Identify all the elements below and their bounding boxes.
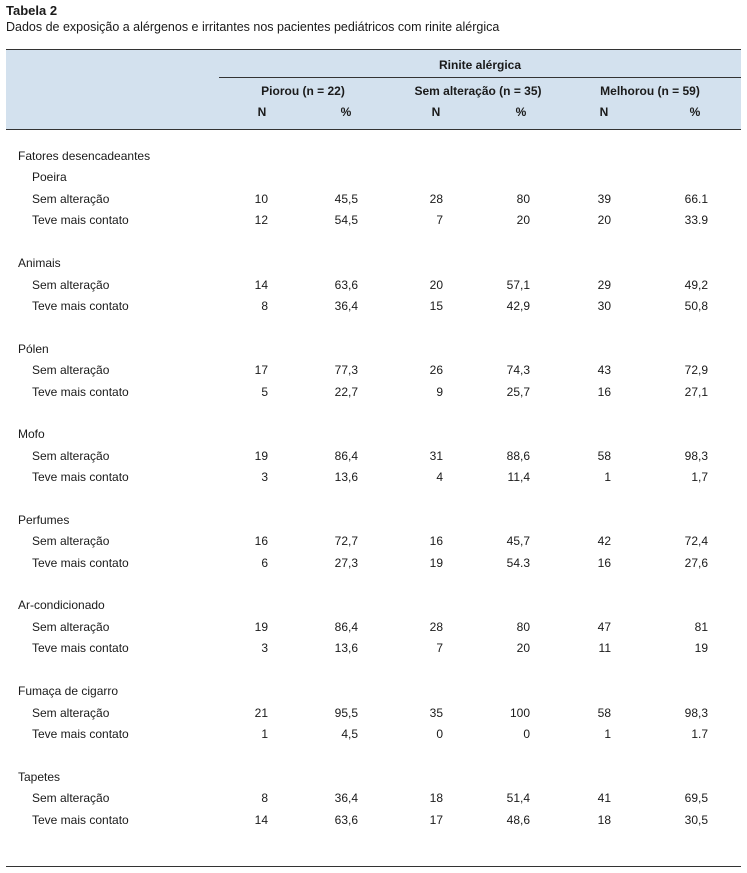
- row-label: Teve mais contato: [32, 299, 129, 313]
- group-name: Ar-condicionado: [18, 598, 105, 613]
- table-cell: 13,6: [334, 641, 358, 656]
- table-cell: 58: [597, 705, 611, 720]
- table-cell: 80: [516, 619, 530, 634]
- table-cell: 98,3: [684, 448, 708, 463]
- table-cell: 10: [254, 191, 268, 206]
- subheader-n-piorou: N: [257, 105, 267, 119]
- table-cell: 5: [261, 384, 268, 399]
- table-cell: 41: [597, 791, 611, 806]
- header-bottom-rule: [6, 129, 741, 130]
- table-cell: 42: [597, 534, 611, 549]
- row-label: Sem alteração: [32, 363, 110, 378]
- table-cell: 16: [597, 555, 611, 570]
- subheader-pct-sem-alteracao: %: [515, 105, 527, 119]
- table-cell: 72,9: [684, 363, 708, 378]
- table-cell: 17: [429, 812, 443, 827]
- table-cell: 42,9: [506, 299, 530, 313]
- row-label: Sem alteração: [32, 448, 110, 463]
- table-cell: 27,3: [334, 555, 358, 570]
- table-cell: 7: [436, 213, 443, 227]
- table-cell: 6: [261, 555, 268, 570]
- table-cell: 33.9: [684, 213, 708, 227]
- table-cell: 13,6: [334, 470, 358, 485]
- col-header-sem-alteracao: Sem alteração (n = 35): [414, 84, 542, 98]
- row-label: Teve mais contato: [32, 641, 129, 656]
- table-cell: 31: [429, 448, 443, 463]
- table-cell: 26: [429, 363, 443, 378]
- table-cell: 8: [261, 791, 268, 806]
- table-cell: 72,4: [684, 534, 708, 549]
- table-cell: 57,1: [506, 277, 530, 292]
- subheader-pct-piorou: %: [340, 105, 352, 119]
- table-cell: 14: [254, 277, 268, 292]
- table-cell: 4,5: [341, 727, 358, 741]
- table-cell: 1.7: [691, 727, 708, 741]
- table-cell: 1: [604, 470, 611, 485]
- table-cell: 18: [597, 812, 611, 827]
- table-cell: 86,4: [334, 448, 358, 463]
- group-name: Fumaça de cigarro: [18, 684, 119, 698]
- table-cell: 77,3: [334, 363, 358, 378]
- table-cell: 39: [597, 191, 611, 206]
- table-cell: 18: [429, 791, 443, 806]
- group-header-rule: [219, 77, 741, 78]
- table-cell: 16: [597, 384, 611, 399]
- table-cell: 43: [597, 363, 611, 378]
- table-cell: 28: [429, 191, 443, 206]
- table-cell: 35: [429, 705, 443, 720]
- table-cell: 54.3: [506, 555, 530, 570]
- row-label: Teve mais contato: [32, 812, 129, 827]
- table-cell: 19: [694, 641, 708, 656]
- table-cell: 80: [516, 191, 530, 206]
- top-rule: [6, 49, 741, 50]
- table-cell: 20: [429, 277, 443, 292]
- table-cell: 19: [254, 448, 268, 463]
- table-cell: 72,7: [334, 534, 358, 549]
- table-cell: 30: [597, 299, 611, 313]
- table-cell: 3: [261, 641, 268, 656]
- row-label: Sem alteração: [32, 791, 110, 806]
- row-label: Teve mais contato: [32, 555, 129, 570]
- table-cell: 66.1: [684, 191, 708, 206]
- table-bottom-rule: [6, 866, 741, 867]
- table-cell: 27,6: [684, 555, 708, 570]
- table-cell: 4: [436, 470, 443, 485]
- group-name: Mofo: [18, 427, 45, 442]
- table-cell: 1: [261, 727, 268, 741]
- table-cell: 58: [597, 448, 611, 463]
- group-header-rinite: Rinite alérgica: [438, 58, 522, 72]
- table-cell: 15: [429, 299, 443, 313]
- table-title: Tabela 2: [6, 3, 58, 18]
- row-label: Teve mais contato: [32, 213, 129, 227]
- table-cell: 0: [436, 727, 443, 741]
- table-cell: 17: [254, 363, 268, 378]
- col-header-piorou: Piorou (n = 22): [261, 84, 345, 98]
- row-label: Sem alteração: [32, 705, 110, 720]
- group-name: Pólen: [18, 341, 49, 356]
- table-cell: 54,5: [334, 213, 358, 227]
- subheader-n-melhorou: N: [599, 105, 609, 119]
- row-label: Teve mais contato: [32, 727, 129, 741]
- table-cell: 7: [436, 641, 443, 656]
- table-cell: 100: [509, 705, 530, 720]
- table-cell: 28: [429, 619, 443, 634]
- table-cell: 21: [254, 705, 268, 720]
- table-cell: 20: [597, 213, 611, 227]
- table-cell: 63,6: [334, 812, 358, 827]
- table-cell: 11: [598, 641, 611, 656]
- table-cell: 51,4: [506, 791, 530, 806]
- group-name: Tapetes: [18, 769, 61, 784]
- table-cell: 16: [429, 534, 443, 549]
- table-cell: 45,5: [334, 191, 358, 206]
- table-cell: 27,1: [684, 384, 708, 399]
- row-label: Sem alteração: [32, 277, 110, 292]
- table-cell: 25,7: [506, 384, 530, 399]
- group-name: Perfumes: [18, 512, 70, 527]
- row-label: Teve mais contato: [32, 384, 129, 399]
- table-cell: 69,5: [684, 791, 708, 806]
- table-cell: 19: [254, 619, 268, 634]
- table-subtitle: Dados de exposição a alérgenos e irritantes nos pacientes pediátricos com rinite alérgica: [6, 20, 500, 34]
- table-cell: 1,7: [691, 470, 708, 485]
- table-cell: 48,6: [506, 812, 530, 827]
- table-cell: 1: [604, 727, 611, 741]
- row-label: Sem alteração: [32, 619, 110, 634]
- table-cell: 20: [516, 213, 530, 227]
- table-cell: 14: [254, 812, 268, 827]
- subheader-pct-melhorou: %: [689, 105, 701, 119]
- table-cell: 29: [597, 277, 611, 292]
- table-cell: 50,8: [684, 299, 708, 313]
- row-label: Sem alteração: [32, 534, 110, 549]
- table-cell: 36,4: [334, 299, 358, 313]
- col-header-melhorou: Melhorou (n = 59): [600, 84, 700, 98]
- table-cell: 9: [436, 384, 443, 399]
- table-cell: 88,6: [506, 448, 530, 463]
- table-cell: 36,4: [334, 791, 358, 806]
- row-label: Teve mais contato: [32, 470, 129, 485]
- table-cell: 49,2: [684, 277, 708, 292]
- table-cell: 63,6: [334, 277, 358, 292]
- table-cell: 22,7: [334, 384, 358, 399]
- table-cell: 47: [597, 619, 611, 634]
- table-cell: 20: [516, 641, 530, 656]
- table-cell: 74,3: [506, 363, 530, 378]
- group-name: Animais: [18, 256, 61, 270]
- table-cell: 98,3: [684, 705, 708, 720]
- table-cell: 45,7: [506, 534, 530, 549]
- table-cell: 11,4: [507, 470, 530, 485]
- table-cell: 12: [254, 213, 268, 227]
- table-cell: 0: [523, 727, 530, 741]
- row-label: Sem alteração: [32, 191, 110, 206]
- table-cell: 30,5: [684, 812, 708, 827]
- section-label: Fatores desencadeantes: [18, 149, 151, 163]
- subheader-n-sem-alteracao: N: [431, 105, 441, 119]
- table-cell: 95,5: [334, 705, 358, 720]
- table-cell: 19: [429, 555, 443, 570]
- table-cell: 3: [261, 470, 268, 485]
- table-cell: 81: [694, 619, 708, 634]
- table-cell: 16: [254, 534, 268, 549]
- group-name: Poeira: [32, 170, 67, 184]
- table-cell: 86,4: [334, 619, 358, 634]
- table-cell: 8: [261, 299, 268, 313]
